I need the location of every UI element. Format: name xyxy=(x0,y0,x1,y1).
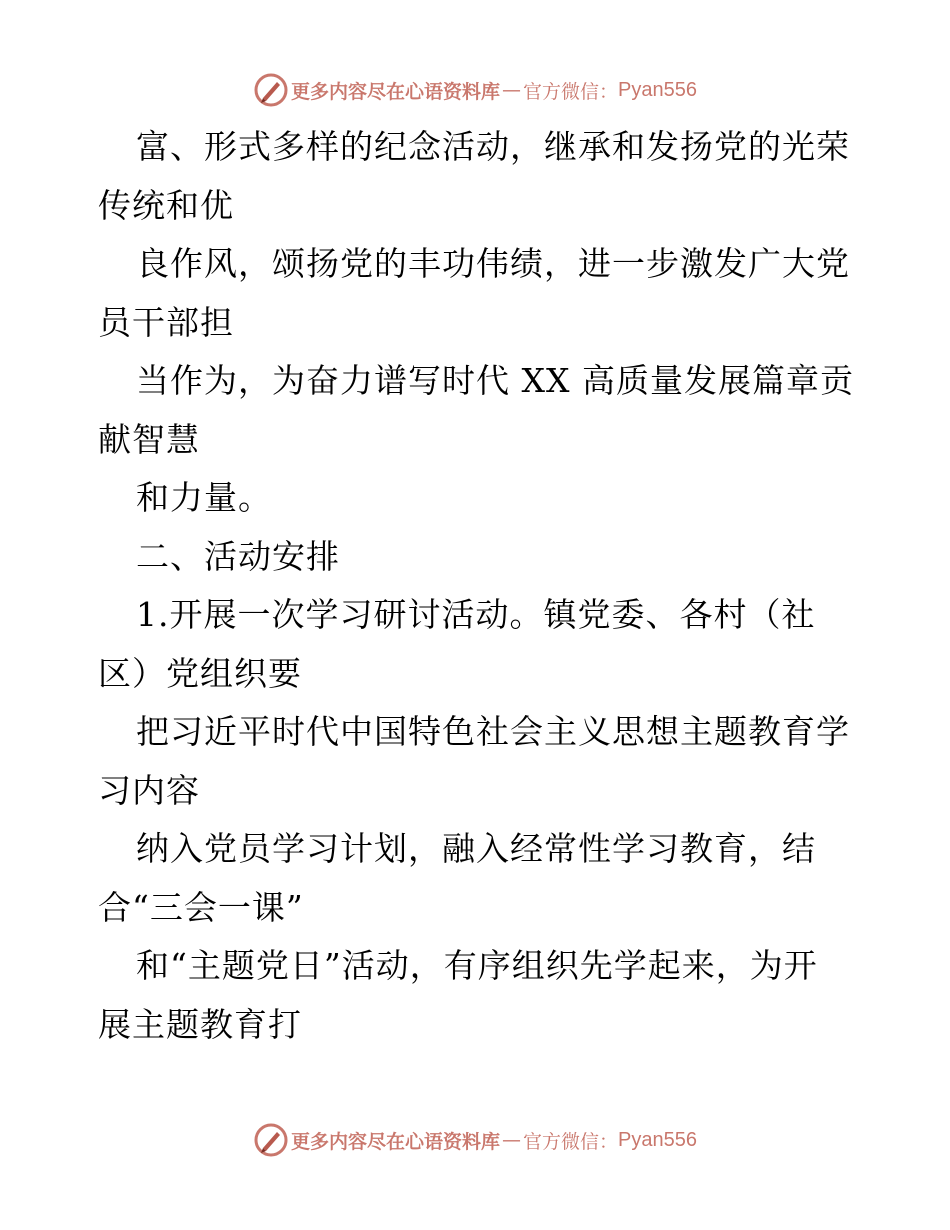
body-line: 传统和优 xyxy=(98,185,234,225)
body-line: 把习近平时代中国特色社会主义思想主题教育学 xyxy=(136,712,850,751)
banner-text: 更多内容尽在心语资料库 xyxy=(291,80,501,103)
body-line: 1.开展一次学习研讨活动。镇党委、各村（社 xyxy=(136,595,816,634)
pen-logo-icon xyxy=(253,72,289,108)
body-line: 习内容 xyxy=(98,770,200,810)
body-line: 员干部担 xyxy=(98,302,234,342)
page-footer-banner xyxy=(0,1120,950,1160)
pen-logo-icon xyxy=(253,1122,289,1158)
body-line: 当作为，为奋力谱写时代 XX 高质量发展篇章贡 xyxy=(136,361,854,400)
page-header-banner xyxy=(0,70,950,110)
banner-wechat-label: 官方微信： xyxy=(523,1130,619,1153)
body-line: 合“三会一课” xyxy=(98,887,304,927)
body-line: 区）党组织要 xyxy=(98,653,302,693)
document-body xyxy=(98,118,858,1054)
body-line: 富、形式多样的纪念活动，继承和发扬党的光荣 xyxy=(136,127,850,166)
banner-separator: — xyxy=(502,1129,522,1151)
banner-wechat-label: 官方微信： xyxy=(523,80,619,103)
body-line: 纳入党员学习计划，融入经常性学习教育，结 xyxy=(136,829,816,868)
banner-text: 更多内容尽在心语资料库 xyxy=(291,1130,501,1153)
body-line: 和力量。 xyxy=(136,478,272,517)
section-heading: 二、活动安排 xyxy=(136,536,340,576)
body-line: 和“主题党日”活动，有序组织先学起来，为开 xyxy=(136,946,818,985)
banner-wechat-id: Pyan556 xyxy=(618,78,697,101)
banner-wechat-id: Pyan556 xyxy=(618,1128,697,1151)
banner-separator: — xyxy=(502,79,522,101)
body-line: 展主题教育打 xyxy=(98,1004,302,1044)
body-line: 献智慧 xyxy=(98,419,200,459)
body-line: 良作风，颂扬党的丰功伟绩，进一步激发广大党 xyxy=(136,244,850,283)
